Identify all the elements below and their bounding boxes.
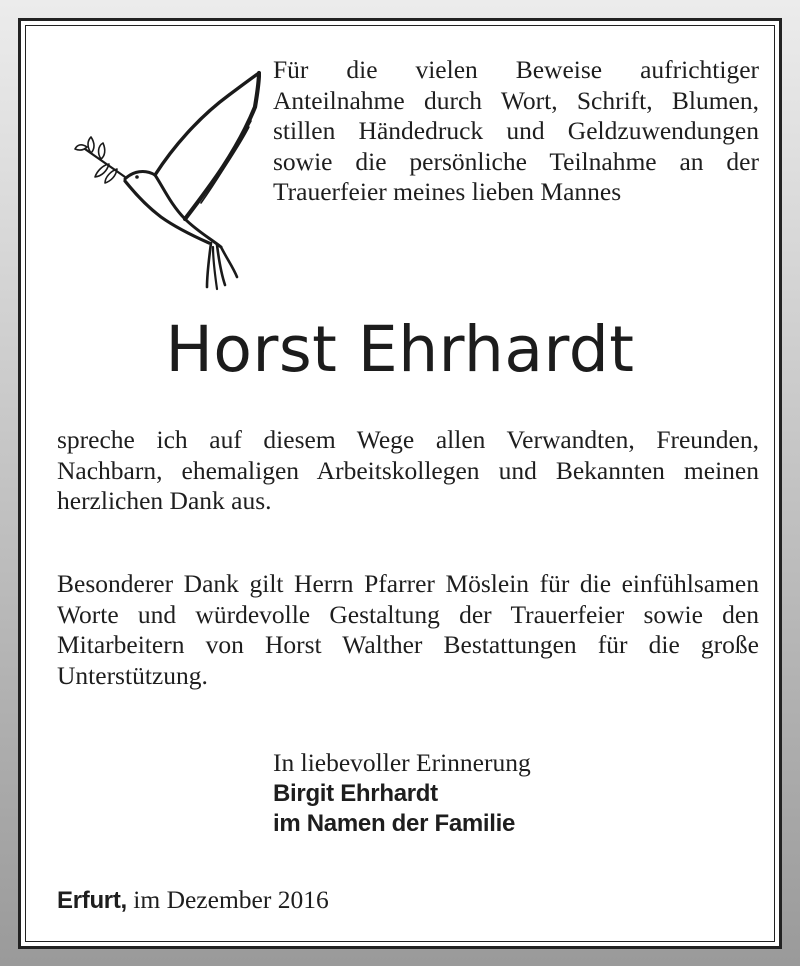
deceased-name: Horst Ehrhardt — [165, 313, 635, 386]
signoff-phrase: In liebevoller Erinnerung — [273, 748, 531, 777]
signer-name: Birgit Ehrhardt — [273, 779, 438, 807]
date: im Dezember 2016 — [133, 885, 329, 914]
special-thanks-paragraph: Besonderer Dank gilt Herrn Pfarrer Möslein für die einfühlsamen Worte und würdevolle Gestaltung der Trauerfeier sowie den Mitarbeitern von Horst Walther Bestattungen für die große Unterstützung. — [57, 569, 759, 690]
intro-text: Für die vielen Beweise aufrichtiger Anteilnahme durch Wort, Schrift, Blumen, stillen Händedruck und Geldzuwendungen sowie die persönliche Teilnahme an der Trauerfeier meines lieben Mannes — [273, 55, 759, 206]
signoff — [273, 748, 531, 840]
dove-icon — [61, 55, 261, 291]
city: Erfurt, — [57, 887, 127, 914]
place-date — [57, 885, 329, 917]
obituary-notice — [18, 18, 782, 949]
signer-family: im Namen der Familie — [273, 810, 516, 837]
thanks-paragraph: spreche ich auf diesem Wege allen Verwandten, Freunden, Nachbarn, ehemaligen Arbeitskollegen und Bekannten meinen herzlichen Dank aus. — [57, 425, 759, 515]
